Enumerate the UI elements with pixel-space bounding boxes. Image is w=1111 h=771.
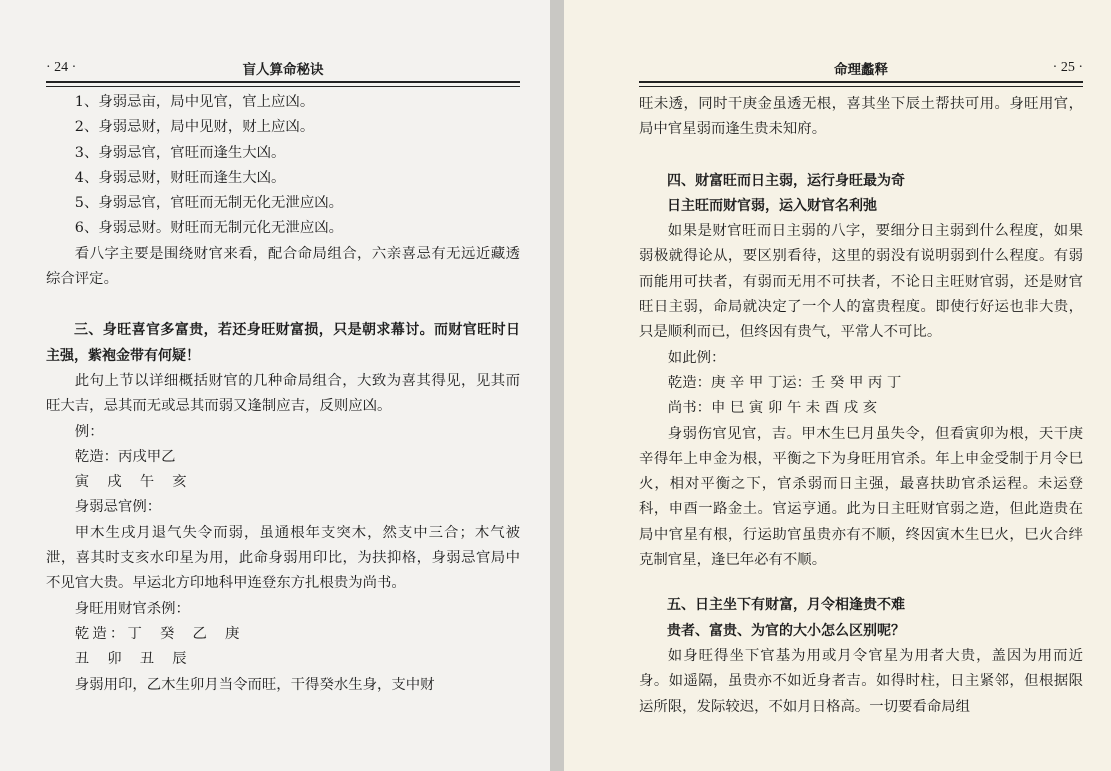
left-page-body: [46, 90, 520, 698]
example-caption: 身旺用财官杀例：: [74, 600, 190, 617]
summary-paragraph: 看八字主要是围绕财官来看，配合命局组合，六亲喜忌有无远近藏透综合评定。: [46, 245, 520, 288]
right-page-header: [639, 56, 1083, 80]
list-item: 1、身弱忌亩，局中见官，官上应凶。: [74, 94, 315, 110]
list-item: 3、身弱忌官，官旺而逢生大凶。: [74, 144, 286, 161]
list-item: 2、身弱忌财，局中见财，财上应凶。: [74, 119, 315, 136]
right-page-number: · 25 ·: [1052, 60, 1083, 75]
example-chart-row: 乾造：庚 辛 甲 丁运：壬 癸 甲 丙 丁: [667, 374, 902, 391]
list-item: 6、身弱忌财。财旺而无制元化无泄应凶。: [74, 220, 343, 237]
left-page-number: · 24 ·: [46, 60, 77, 75]
list-item: 4、身弱忌财，财旺而逢生大凶。: [74, 169, 286, 186]
example-chart-row: 尚书：申 巳 寅 卯 午 未 酉 戌 亥: [667, 400, 878, 417]
left-page: [0, 0, 550, 771]
section-heading-5: 五、日主坐下有财富，月令相逢贵不难: [667, 597, 905, 614]
example-caption: 身弱忌官例：: [74, 499, 162, 516]
right-page: [564, 0, 1111, 771]
example-label: 如此例：: [667, 349, 726, 366]
left-running-title: 盲人算命秘诀: [242, 62, 324, 78]
example-chart-row: 寅 戌 午 亥: [74, 474, 190, 491]
paragraph: 此句上节以详细概括财官的几种命局组合，大致为喜其得见，见其而旺大吉，忌其而无或忌其而弱又逢制应吉，反则应凶。: [46, 372, 520, 415]
example-chart-title: 乾造：丁 癸 乙 庚: [74, 625, 243, 642]
left-header-rule: [46, 81, 520, 87]
list-item: 5、身弱忌官，官旺而无制无化无泄应凶。: [74, 195, 343, 212]
paragraph: 旺未透，同时干庚金虽透无根，喜其坐下辰土帮扶可用。身旺用官，局中官星弱而逢生贵未知府。: [639, 96, 1083, 138]
section-heading-3: 三、身旺喜官多富贵，若还身旺财富损，只是朝求幕讨。而财官旺时日主强，紫袍金带有何疑！: [46, 322, 520, 364]
section-heading-5-sub: 贵者、富贵、为官的大小怎么区别呢？: [667, 622, 905, 639]
example-chart-title: 乾造：丙戌甲乙: [74, 448, 176, 465]
paragraph: 甲木生戌月退气失令而弱，虽通根年支突木，然支中三合；木气被泄，喜其时支亥水印星为用，此命身弱用印比，为扶抑格，身弱忌官局中不见官大贵。早运北方印地科甲连登东方扎根贵为尚书。: [46, 524, 520, 592]
paragraph: 如果是财官旺而日主弱的八字，要细分日主弱到什么程度，如果弱极就得论从，要区别看待，这里的弱没有说明弱到什么程度。有弱而能用可扶者，有弱而无用不可扶者，不论日主旺财官弱，还是财官旺日主弱，命局就决定了一个人的富贵程度。即使行好运也非大贵，只是顺利而已，但终因有贵气，平常人不可比。: [639, 223, 1083, 341]
paragraph: 身弱伤官见官，吉。甲木生巳月虽失令，但看寅卯为根，天干庚辛得年上申金为根，平衡之下为身旺用官杀。年上申金受制于月令巳火，相对平衡之下，官杀弱而日主强，最喜扶助官杀运程。未运登科，申酉一路金土。官运亨通。此为日主旺财官弱之造，但此造贵在局中官星有根，行运助官虽贵亦有不顺，终因寅木生巳火，巳火合绊克制官星，逢巳年必有不顺。: [639, 425, 1083, 569]
example-label: 例：: [74, 423, 104, 440]
example-chart-row: 丑 卯 丑 辰: [74, 651, 190, 668]
section-heading-4-sub: 日主旺而财官弱，运入财官名利弛: [667, 197, 877, 214]
right-page-body: [639, 92, 1083, 720]
section-heading-4: 四、财富旺而日主弱，运行身旺最为奇: [667, 172, 905, 189]
book-gutter: [550, 0, 564, 771]
right-running-title: 命理蠡释: [834, 62, 888, 78]
left-page-header: [46, 56, 520, 80]
paragraph: 身弱用印，乙木生卯月当令而旺，干得癸水生身，支中财: [74, 676, 435, 693]
paragraph: 如身旺得坐下官基为用或月令官星为用者大贵，盖因为用而近身。如遥隔，虽贵亦不如近身者吉。如得时柱，日主紧邻，但根据限运所限，发际较迟，不如月日格高。一切要看命局组: [639, 647, 1083, 715]
right-header-rule: [639, 81, 1083, 87]
